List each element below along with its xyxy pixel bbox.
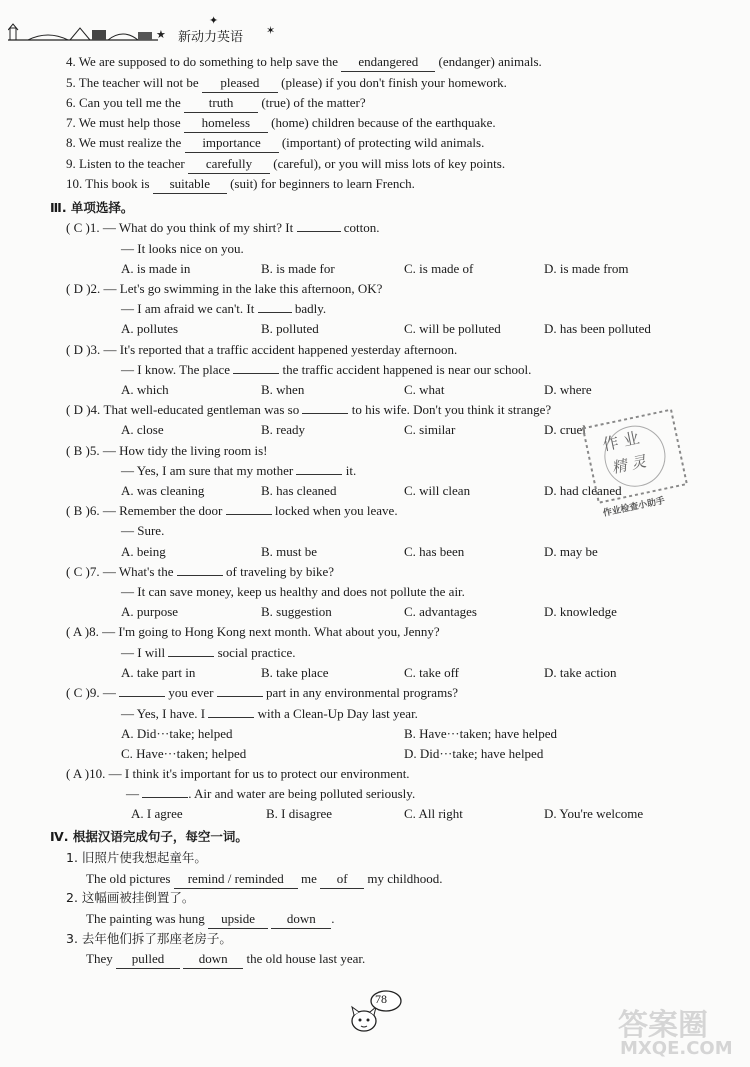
question: ( C )9. — you ever part in any environmental programs? xyxy=(66,685,459,700)
option-a: A. which xyxy=(121,382,169,397)
page-number-badge xyxy=(348,985,408,1035)
section-heading: Ⅲ. 单项选择。 xyxy=(50,200,134,215)
svg-text:★: ★ xyxy=(156,29,166,41)
list-item: 3. 去年他们拆了那座老房子。 xyxy=(66,931,232,946)
list-item: 5. The teacher will not be pleased (please) if you don't finish your homework. xyxy=(66,74,507,93)
option-b: B. I disagree xyxy=(266,806,333,821)
option-a: A. close xyxy=(121,422,164,437)
answer: carefully xyxy=(188,155,270,174)
page-number: 78 xyxy=(375,992,387,1006)
list-item: 2. 这幅画被挂倒置了。 xyxy=(66,890,195,905)
list-item: 4. We are supposed to do something to help save the endangered (endanger) animals. xyxy=(66,53,542,72)
option-c: C. advantages xyxy=(404,604,477,619)
question-line: — It can save money, keep us healthy and does not pollute the air. xyxy=(121,584,465,599)
question: ( A )8. — I'm going to Hong Kong next month. What about you, Jenny? xyxy=(66,624,440,639)
option-c: C. will clean xyxy=(404,483,471,498)
question-line: — It looks nice on you. xyxy=(121,241,244,256)
option-d: D. knowledge xyxy=(544,604,617,619)
question: ( C )1. — What do you think of my shirt? It cotton. xyxy=(66,220,380,235)
question: ( B )6. — Remember the door locked when you leave. xyxy=(66,503,398,518)
header-title: 新动力英语 xyxy=(178,30,244,45)
question: ( D )2. — Let's go swimming in the lake this afternoon, OK? xyxy=(66,281,383,296)
option-d: D. cruel xyxy=(544,422,586,437)
option-d: D. has been polluted xyxy=(544,321,651,336)
answer: down xyxy=(271,910,331,929)
option-c: C. will be polluted xyxy=(404,321,501,336)
star-icon: ✦ xyxy=(209,15,219,27)
question-line: — Sure. xyxy=(121,523,165,538)
option-a: A. purpose xyxy=(121,604,179,619)
section-heading: Ⅳ. 根据汉语完成句子，每空一词。 xyxy=(50,829,248,844)
question: ( C )7. — What's the of traveling by bike? xyxy=(66,564,334,579)
option-b: B. ready xyxy=(261,422,306,437)
stamp-text: 作 业 xyxy=(600,428,642,455)
option-d: D. where xyxy=(544,382,592,397)
option-c: C. Have···taken; helped xyxy=(121,746,247,761)
answer: endangered xyxy=(341,53,435,72)
list-item: They pulled down the old house last year. xyxy=(86,950,365,969)
stamp-caption: 作业检查小助手 xyxy=(602,496,666,519)
option-d: D. Did···take; have helped xyxy=(404,746,544,761)
option-c: C. similar xyxy=(404,422,456,437)
answer: importance xyxy=(185,134,279,153)
option-a: A. I agree xyxy=(131,806,183,821)
question-line: — I will social practice. xyxy=(121,645,296,660)
answer: down xyxy=(183,950,243,969)
answer: pleased xyxy=(202,74,278,93)
list-item: The painting was hung upside down . xyxy=(86,910,335,929)
list-item: 6. Can you tell me the truth (true) of the matter? xyxy=(66,94,366,113)
option-a: A. pollutes xyxy=(121,321,179,336)
list-item: 8. We must realize the importance (important) of protecting wild animals. xyxy=(66,134,484,153)
option-b: B. is made for xyxy=(261,261,335,276)
question: ( B )5. — How tidy the living room is! xyxy=(66,443,268,458)
option-b: B. suggestion xyxy=(261,604,332,619)
answer: remind / reminded xyxy=(174,870,298,889)
option-b: B. polluted xyxy=(261,321,319,336)
option-a: A. take part in xyxy=(121,665,196,680)
option-b: B. when xyxy=(261,382,305,397)
list-item: 1. 旧照片使我想起童年。 xyxy=(66,850,207,865)
watermark xyxy=(612,1000,750,1060)
homework-stamp xyxy=(568,401,706,531)
answer: of xyxy=(320,870,364,889)
option-c: C. has been xyxy=(404,544,465,559)
option-b: B. take place xyxy=(261,665,329,680)
option-c: C. take off xyxy=(404,665,459,680)
option-d: D. had cleaned xyxy=(544,483,622,498)
question: ( D )4. That well-educated gentleman was so to his wife. Don't you think it strange? xyxy=(66,402,552,417)
option-c: C. is made of xyxy=(404,261,474,276)
question: ( A )10. — I think it's important for us to protect our environment. xyxy=(66,766,410,781)
option-d: D. is made from xyxy=(544,261,629,276)
answer: pulled xyxy=(116,950,180,969)
list-item: 7. We must help those homeless (home) children because of the earthquake. xyxy=(66,114,496,133)
question-line: — Yes, I have. I with a Clean-Up Day last year. xyxy=(121,706,418,721)
option-c: C. All right xyxy=(404,806,463,821)
watermark-url: MXQE.COM xyxy=(620,1038,733,1059)
question-line: — . Air and water are being polluted seriously. xyxy=(126,786,416,801)
answer: homeless xyxy=(184,114,268,133)
watermark-text: 答案圈 xyxy=(618,1008,708,1043)
answer: suitable xyxy=(153,175,227,194)
answer: upside xyxy=(208,910,268,929)
option-d: D. may be xyxy=(544,544,598,559)
stamp-text: 精 灵 xyxy=(610,452,648,478)
question-line: — I know. The place the traffic accident happened is near our school. xyxy=(121,362,532,377)
star-icon: ✶ xyxy=(266,25,276,37)
option-b: B. must be xyxy=(261,544,317,559)
option-d: D. You're welcome xyxy=(544,806,644,821)
header-decoration-icon xyxy=(8,22,166,44)
list-item: The old pictures remind / reminded me of my childhood. xyxy=(86,870,442,889)
list-item: 10. This book is suitable (suit) for beginners to learn French. xyxy=(66,175,415,194)
option-d: D. take action xyxy=(544,665,617,680)
option-c: C. what xyxy=(404,382,445,397)
option-a: A. is made in xyxy=(121,261,191,276)
option-a: A. was cleaning xyxy=(121,483,205,498)
option-b: B. Have···taken; have helped xyxy=(404,726,558,741)
answer: truth xyxy=(184,94,258,113)
page-header xyxy=(8,15,308,45)
question: ( D )3. — It's reported that a traffic accident happened yesterday afternoon. xyxy=(66,342,458,357)
question-line: — Yes, I am sure that my mother it. xyxy=(121,463,357,478)
question-line: — I am afraid we can't. It badly. xyxy=(121,301,327,316)
option-b: B. has cleaned xyxy=(261,483,337,498)
list-item: 9. Listen to the teacher carefully (careful), or you will miss lots of key points. xyxy=(66,155,505,174)
option-a: A. Did···take; helped xyxy=(121,726,233,741)
option-a: A. being xyxy=(121,544,166,559)
